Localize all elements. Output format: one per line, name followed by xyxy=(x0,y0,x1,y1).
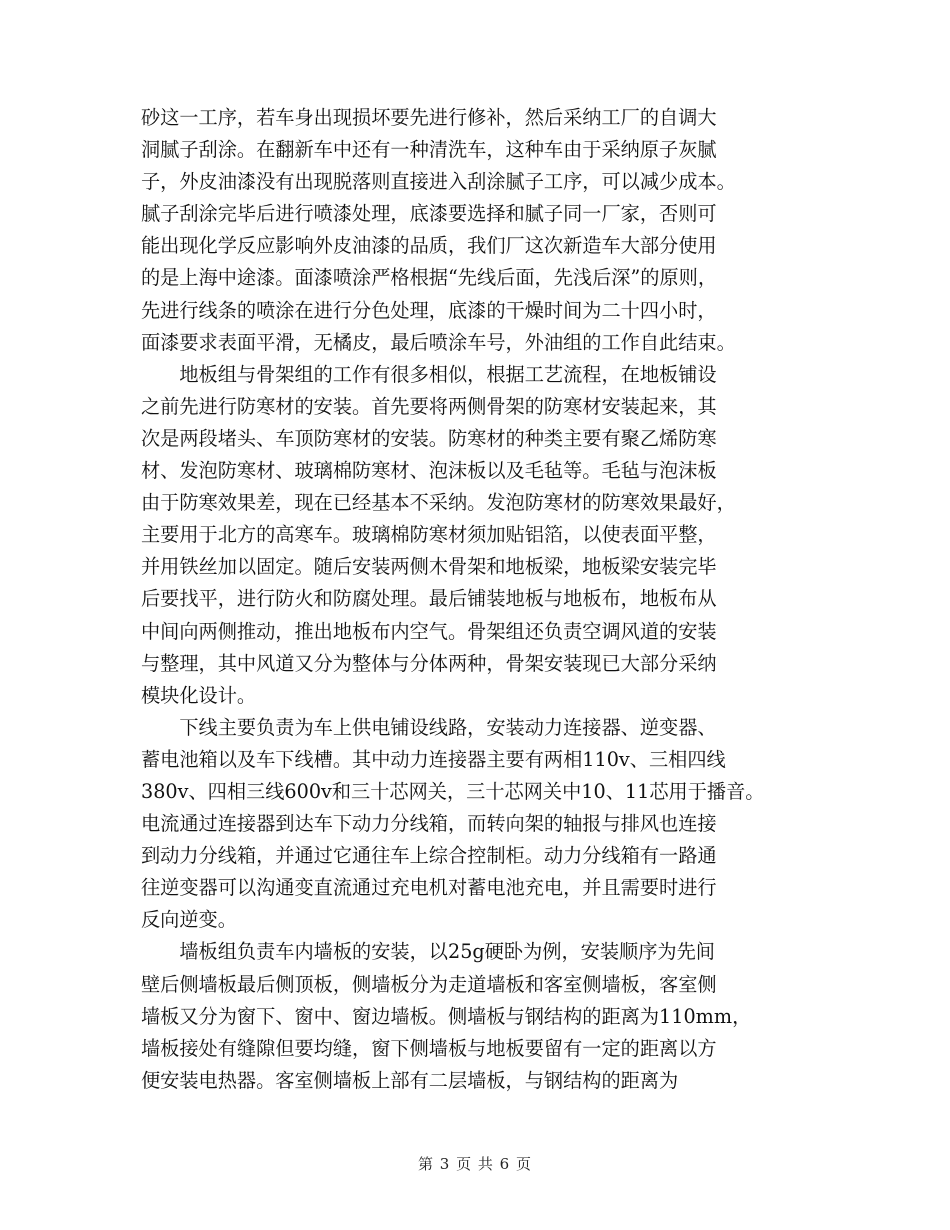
text-line: 380v、四相三线600v和三十芯网关，三十芯网关中10、11芯用于播音。 xyxy=(141,779,765,803)
text-line: 电流通过连接器到达车下动力分线箱，而转向架的轴报与排风也连接 xyxy=(141,812,717,836)
text-line: 的是上海中途漆。面漆喷涂严格根据“先线后面，先浅后深”的原则， xyxy=(141,266,718,290)
text-line: 墙板组负责车内墙板的安装，以25g硬卧为例，安装顺序为先间 xyxy=(141,940,715,964)
text-line: 便安装电热器。客室侧墙板上部有二层墙板，与钢结构的距离为 xyxy=(141,1068,679,1092)
text-line: 材、发泡防寒材、玻璃棉防寒材、泡沫板以及毛毡等。毛毡与泡沫板 xyxy=(141,459,717,483)
text-line: 面漆要求表面平滑，无橘皮，最后喷涂车号，外油组的工作自此结束。 xyxy=(141,330,736,354)
text-line: 由于防寒效果差，现在已经基本不采纳。发泡防寒材的防寒效果最好， xyxy=(141,491,736,515)
text-line: 能出现化学反应影响外皮油漆的品质，我们厂这次新造车大部分使用 xyxy=(141,234,717,258)
text-line: 壁后侧墙板最后侧顶板，侧墙板分为走道墙板和客室侧墙板，客室侧 xyxy=(141,972,717,996)
text-line: 洞腻子刮涂。在翻新车中还有一种清洗车，这种车由于采纳原子灰腻 xyxy=(141,138,717,162)
text-line: 墙板又分为窗下、窗中、窗边墙板。侧墙板与钢结构的距离为110mm， xyxy=(141,1004,752,1028)
text-line: 反向逆变。 xyxy=(141,908,237,932)
text-line: 之前先进行防寒材的安装。首先要将两侧骨架的防寒材安装起来，其 xyxy=(141,394,717,418)
text-line: 模块化设计。 xyxy=(141,683,257,707)
text-line: 到动力分线箱，并通过它通往车上综合控制柜。动力分线箱有一路通 xyxy=(141,844,717,868)
text-line: 主要用于北方的高寒车。玻璃棉防寒材须加贴铝箔，以使表面平整， xyxy=(141,523,717,547)
text-line: 并用铁丝加以固定。随后安装两侧木骨架和地板梁，地板梁安装完毕 xyxy=(141,555,717,579)
text-line: 与整理，其中风道又分为整体与分体两种，骨架安装现已大部分采纳 xyxy=(141,651,717,675)
text-line: 下线主要负责为车上供电铺设线路，安装动力连接器、逆变器、 xyxy=(141,715,717,739)
page-footer: 第 3 页 共 6 页 xyxy=(418,1155,532,1173)
body-text xyxy=(141,102,821,1097)
text-line: 先进行线条的喷涂在进行分色处理，底漆的干燥时间为二十四小时， xyxy=(141,298,717,322)
text-line: 后要找平，进行防火和防腐处理。最后铺装地板与地板布，地板布从 xyxy=(141,587,717,611)
text-line: 蓄电池箱以及车下线槽。其中动力连接器主要有两相110v、三相四线 xyxy=(141,747,726,771)
text-line: 子，外皮油漆没有出现脱落则直接进入刮涂腻子工序，可以减少成本。 xyxy=(141,170,736,194)
text-line: 地板组与骨架组的工作有很多相似，根据工艺流程，在地板铺设 xyxy=(141,362,717,386)
text-line: 往逆变器可以沟通变直流通过充电机对蓄电池充电，并且需要时进行 xyxy=(141,876,717,900)
text-line: 中间向两侧推动，推出地板布内空气。骨架组还负责空调风道的安装 xyxy=(141,619,717,643)
text-line: 次是两段堵头、车顶防寒材的安装。防寒材的种类主要有聚乙烯防寒 xyxy=(141,426,717,450)
text-line: 砂这一工序，若车身出现损坏要先进行修补，然后采纳工厂的自调大 xyxy=(141,106,717,129)
text-line: 墙板接处有缝隙但要均缝，窗下侧墙板与地板要留有一定的距离以方 xyxy=(141,1036,717,1060)
text-line: 腻子刮涂完毕后进行喷漆处理，底漆要选择和腻子同一厂家，否则可 xyxy=(141,202,717,226)
